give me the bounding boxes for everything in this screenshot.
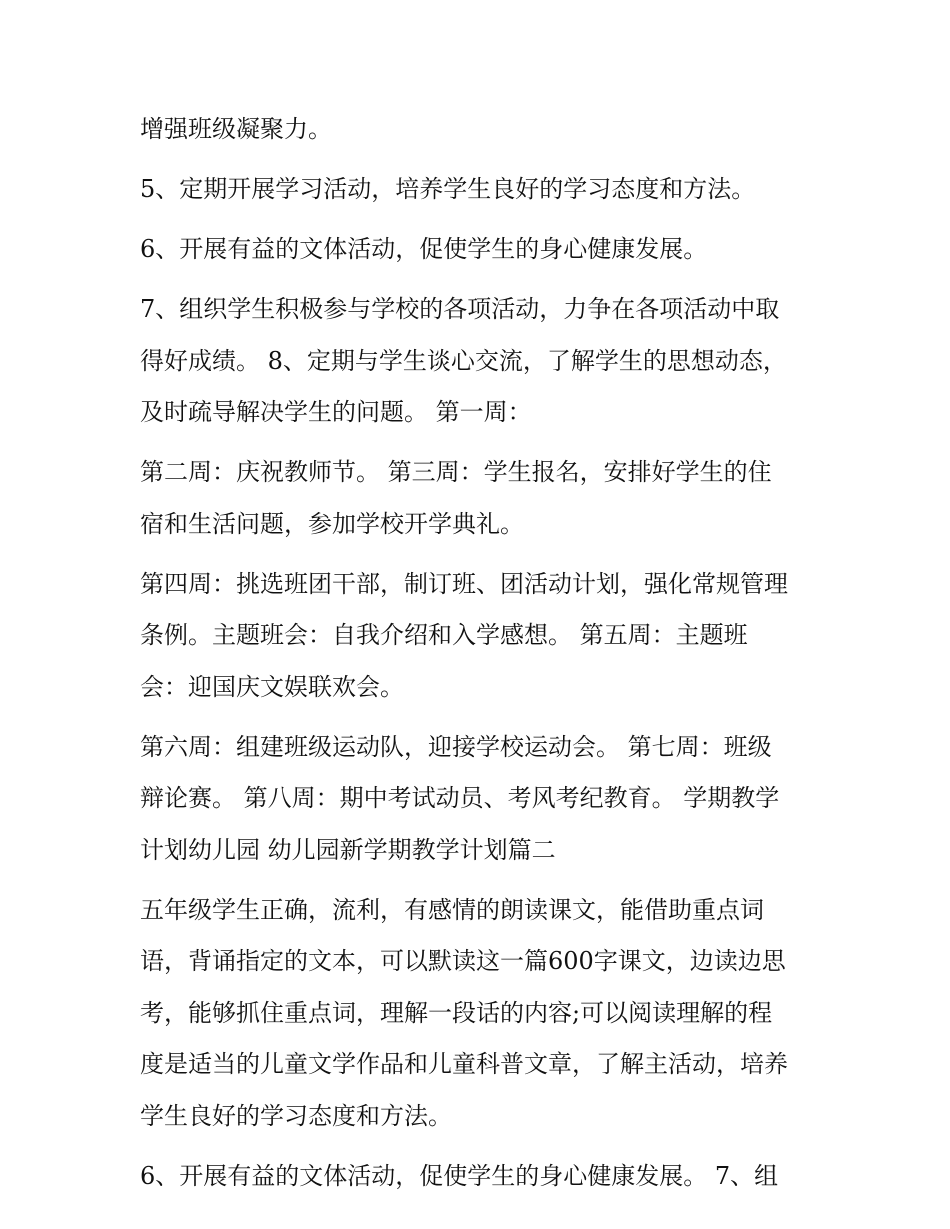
text-line: 6、开展有益的文体活动，促使学生的身心健康发展。 7、组 [140,1161,779,1190]
text-line: 宿和生活问题，参加学校开学典礼。 [140,509,524,538]
paragraph [140,447,820,550]
text-line: 增强班级凝聚力。 [140,115,332,143]
text-line: 五年级学生正确，流利，有感情的朗读课文，能借助重点词 [140,895,764,924]
paragraph [140,722,820,877]
text-line: 第四周：挑选班团干部，制订班、团活动计划，强化常规管理 [140,569,788,598]
text-line: 考，能够抓住重点词，理解一段话的内容;可以阅读理解的程 [140,998,773,1027]
paragraph [140,559,820,714]
text-line: 得好成绩。 8、定期与学生谈心交流，了解学生的思想动态， [140,346,787,375]
text-line: 第二周：庆祝教师节。 第三周：学生报名，安排好学生的住 [140,458,772,486]
paragraph [140,224,820,276]
text-line: 语，背诵指定的文本，可以默读这一篇600字课文，边读边思 [140,947,786,975]
text-line: 7、组织学生积极参与学校的各项活动，力争在各项活动中取 [140,295,780,323]
text-line: 会：迎国庆文娱联欢会。 [140,672,404,701]
text-line: 学生良好的学习态度和方法。 [140,1101,452,1130]
text-line: 计划幼儿园 幼儿园新学期教学计划篇二 [140,835,556,864]
paragraph [140,885,820,1143]
text-line: 5、定期开展学习活动，培养学生良好的学习态度和方法。 [140,175,756,203]
text-line: 条例。主题班会：自我介绍和入学感想。 第五周：主题班 [140,621,748,649]
text-line: 第六周：组建班级运动队，迎接学校运动会。 第七周：班级 [140,732,772,761]
paragraph [140,284,820,439]
text-line: 6、开展有益的文体活动，促使学生的身心健康发展。 [140,235,708,263]
text-line: 辩论赛。 第八周：期中考试动员、考风考纪教育。 学期教学 [140,784,780,812]
paragraph [140,104,820,156]
text-line: 及时疏导解决学生的问题。 第一周： [140,398,532,426]
document-body [140,104,820,1211]
paragraph [140,164,820,216]
paragraph [140,1151,820,1203]
text-line: 度是适当的儿童文学作品和儿童科普文章，了解主活动，培养 [140,1050,788,1078]
